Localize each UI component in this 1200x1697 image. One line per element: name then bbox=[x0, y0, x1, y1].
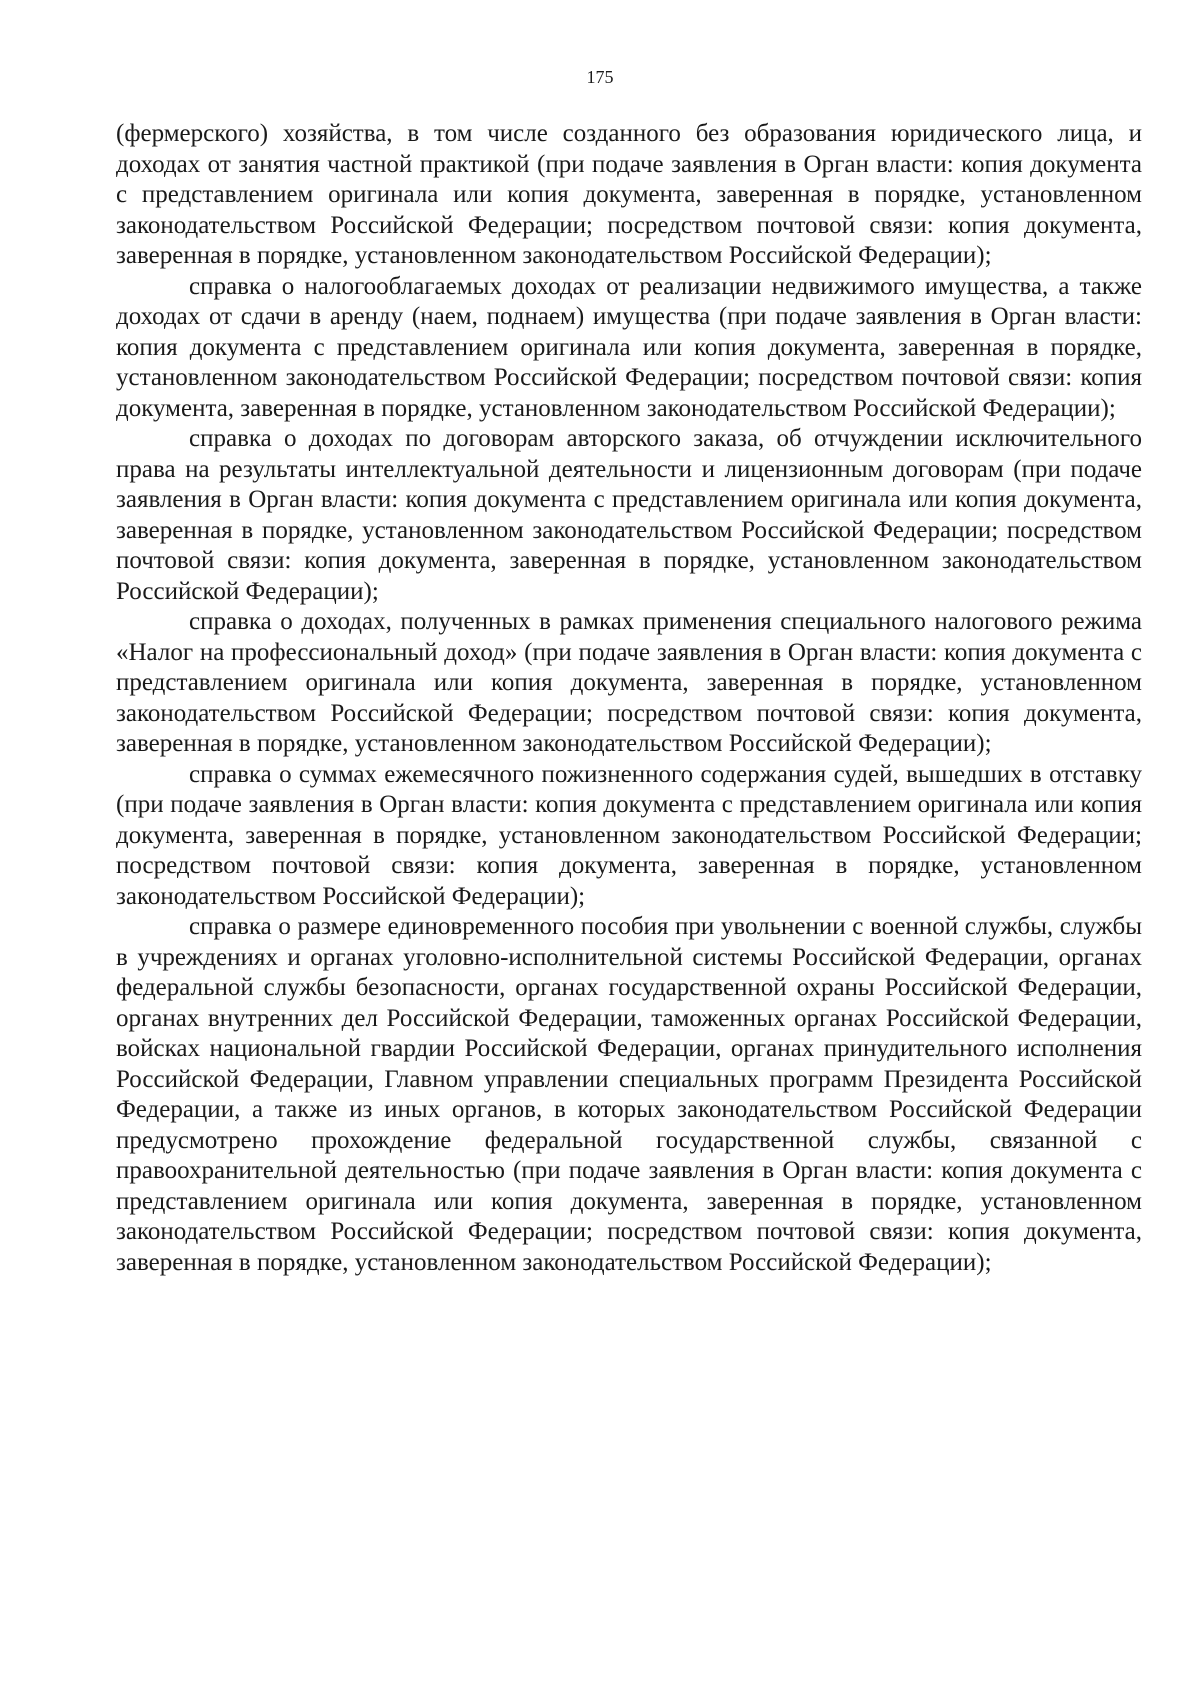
paragraph-severance-allowance-certificate: справка о размере единовременного пособия при увольнении с военной службы, службы в учреждениях и органах уголовно-исполнительной системы Российской Федерации, органах федеральной службы безопасности, органах государственной охраны Российской Федерации, органах внутренних дел Российской Федерации, таможенных органах Российской Федерации, войсках национальной гвардии Российской Федерации, органах принудительного исполнения Российской Федерации, Главном управлении специальных программ Президента Российской Федерации, а также из иных органов, в которых законодательством Российской Федерации предусмотрено прохождение федеральной государственной службы, связанной с правоохранительной деятельностью (при подаче заявления в Орган власти: копия документа с представлением оригинала или копия документа, заверенная в порядке, установленном законодательством Российской Федерации; посредством почтовой связи: копия документа, заверенная в порядке, установленном законодательством Российской Федерации); bbox=[116, 913, 1142, 1276]
paragraph-continuation: (фермерского) хозяйства, в том числе созданного без образования юридического лица, и доходах от занятия частной практикой (при подаче заявления в Орган власти: копия документа с представлением оригинала или копия документа, заверенная в порядке, установленном законодательством Российской Федерации; посредством почтовой связи: копия документа, заверенная в порядке, установленном законодательством Российской Федерации); bbox=[116, 120, 1142, 269]
document-body bbox=[116, 119, 1142, 1278]
paragraph-judges-lifetime-maintenance-certificate: справка о суммах ежемесячного пожизненного содержания судей, вышедших в отставку (при подаче заявления в Орган власти: копия документа с представлением оригинала или копия документа, заверенная в порядке, установленном законодательством Российской Федерации; посредством почтовой связи: копия документа, заверенная в порядке, установленном законодательством Российской Федерации); bbox=[116, 760, 1142, 910]
paragraph-professional-income-tax-certificate: справка о доходах, полученных в рамках применения специального налогового режима «Налог на профессиональный доход» (при подаче заявления в Орган власти: копия документа с представлением оригинала или копия документа, заверенная в порядке, установленном законодательством Российской Федерации; посредством почтовой связи: копия документа, заверенная в порядке, установленном законодательством Российской Федерации); bbox=[116, 608, 1142, 757]
paragraph-real-estate-income-certificate: справка о налогооблагаемых доходах от реализации недвижимого имущества, а также доходах от сдачи в аренду (наем, поднаем) имущества (при подаче заявления в Орган власти: копия документа с представлением оригинала или копия документа, заверенная в порядке, установленном законодательством Российской Федерации; посредством почтовой связи: копия документа, заверенная в порядке, установленном законодательством Российской Федерации); bbox=[116, 272, 1142, 422]
paragraph-author-contracts-income-certificate: справка о доходах по договорам авторского заказа, об отчуждении исключительного права на результаты интеллектуальной деятельности и лицензионным договорам (при подаче заявления в Орган власти: копия документа с представлением оригинала или копия документа, заверенная в порядке, установленном законодательством Российской Федерации; посредством почтовой связи: копия документа, заверенная в порядке, установленном законодательством Российской Федерации); bbox=[116, 425, 1142, 605]
page-number: 175 bbox=[586, 67, 614, 87]
